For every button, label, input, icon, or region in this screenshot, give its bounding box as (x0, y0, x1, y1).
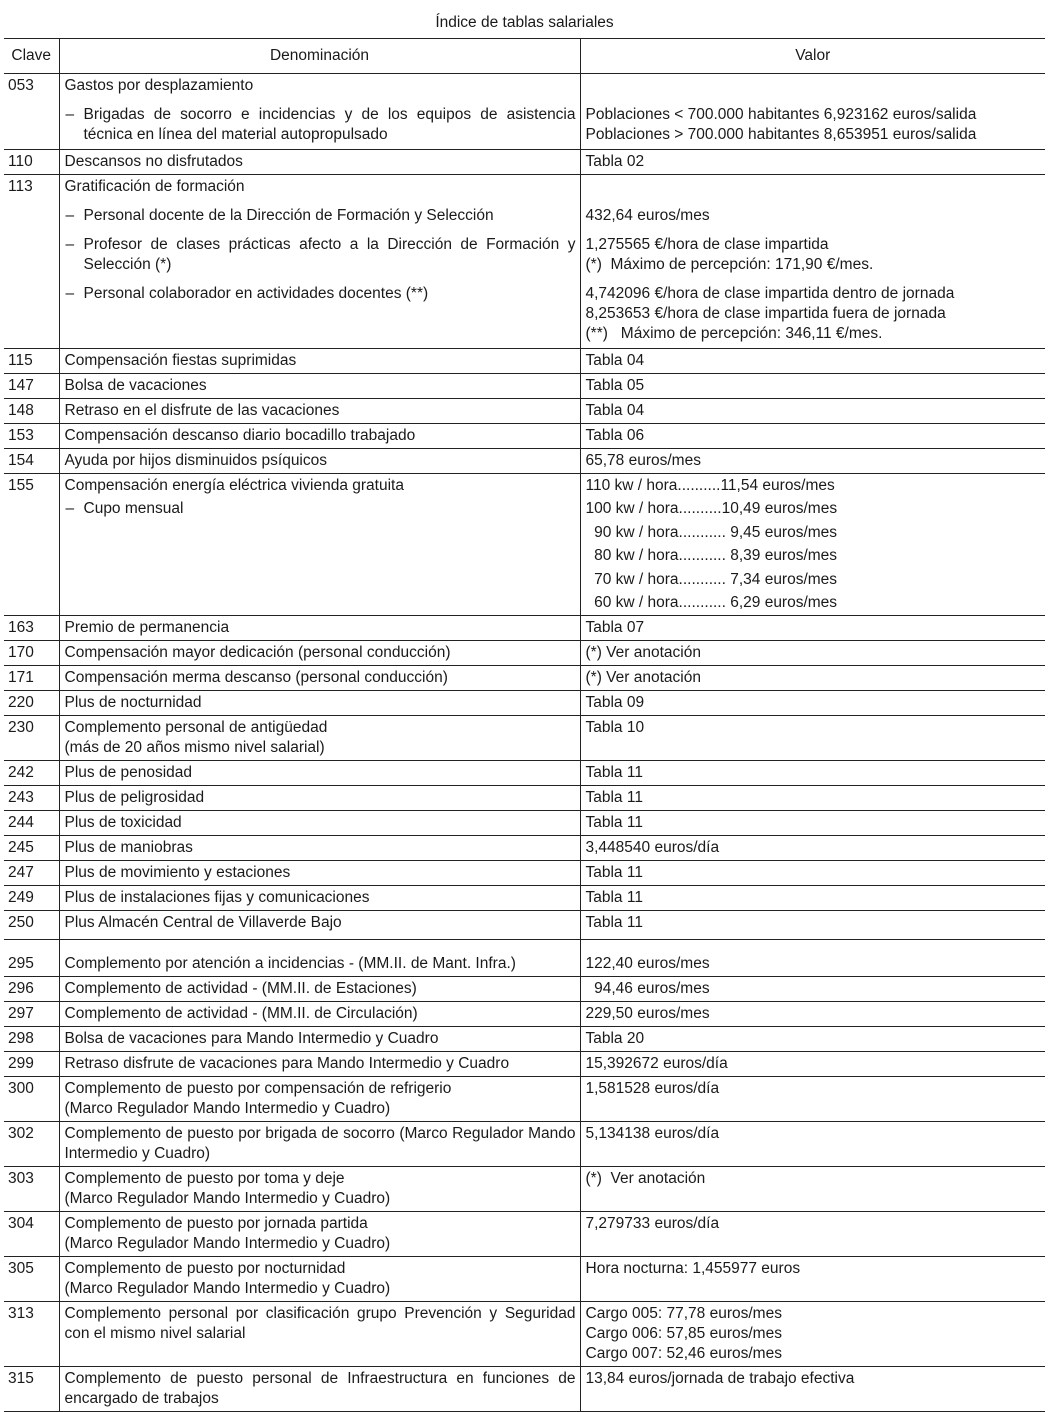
denominacion-cell (59, 760, 580, 785)
table-row (4, 640, 1045, 665)
denominacion-line: Plus de toxicidad (64, 813, 182, 831)
denominacion-line: Descansos no disfrutados (64, 153, 243, 170)
table-row (4, 910, 1045, 939)
table-row (4, 74, 1045, 99)
clave-cell (4, 98, 59, 150)
denominacion-line: Complemento personal de antigüedad (64, 718, 328, 736)
dash-bullet: – (65, 500, 75, 517)
table-row (4, 1166, 1045, 1211)
table-row (4, 760, 1045, 785)
valor-line: Tabla 11 (585, 813, 643, 831)
clave-cell: 243 (4, 785, 59, 810)
denominacion-cell (59, 665, 580, 690)
table-row (4, 349, 1045, 374)
denominacion-cell (59, 424, 580, 449)
dash-bullet: – (65, 207, 75, 224)
clave-cell: 249 (4, 885, 59, 910)
valor-line: 94,46 euros/mes (585, 979, 710, 997)
denominacion-line: Plus de nocturnidad (64, 693, 202, 711)
valor-line: Tabla 11 (585, 863, 643, 881)
denominacion-line: Plus de peligrosidad (64, 788, 205, 806)
denominacion-line: Complemento de puesto por nocturnidad (64, 1259, 346, 1277)
valor-line: Tabla 07 (585, 618, 645, 636)
salary-table-sheet (4, 8, 1045, 1412)
denominacion-cell (59, 860, 580, 885)
valor-line: Tabla 11 (585, 913, 643, 931)
valor-cell (580, 399, 1045, 424)
clave-cell: 296 (4, 976, 59, 1001)
valor-line: Cargo 007: 52,46 euros/mes (585, 1344, 782, 1362)
clave-cell: 110 (4, 150, 59, 175)
valor-cell (580, 615, 1045, 640)
denominacion-line: Bolsa de vacaciones (64, 377, 207, 394)
clave-cell: 053 (4, 74, 59, 99)
valor-line: 5,134138 euros/día (585, 1124, 720, 1142)
denominacion-cell (59, 615, 580, 640)
clave-cell: 154 (4, 449, 59, 474)
denominacion-cell (59, 349, 580, 374)
valor-line: (**) Máximo de percepción: 346,11 €/mes. (585, 325, 883, 342)
valor-line: 7,279733 euros/día (585, 1214, 720, 1232)
valor-cell (580, 810, 1045, 835)
denominacion-line: Compensación energía eléctrica vivienda gratuita (64, 477, 404, 494)
denominacion-cell (59, 199, 580, 228)
valor-cell (580, 474, 1045, 616)
table-row (4, 1051, 1045, 1076)
valor-cell (580, 1301, 1045, 1366)
denominacion-line: Complemento de actividad - (MM.II. de Circulación) (64, 1004, 418, 1022)
valor-line: 432,64 euros/mes (585, 207, 710, 224)
valor-line: 90 kw / hora........... 9,45 euros/mes (585, 523, 838, 541)
clave-cell (4, 277, 59, 349)
denominacion-line: (más de 20 años mismo nivel salarial) (64, 738, 325, 756)
valor-line: 60 kw / hora........... 6,29 euros/mes (585, 593, 838, 611)
table-caption: Índice de tablas salariales (4, 8, 1045, 39)
valor-cell (580, 1256, 1045, 1301)
valor-cell (580, 1026, 1045, 1051)
valor-cell (580, 1001, 1045, 1026)
clave-cell: 147 (4, 374, 59, 399)
table-row (4, 810, 1045, 835)
valor-cell (580, 860, 1045, 885)
dash-bullet: – (65, 236, 75, 253)
clave-cell (4, 199, 59, 228)
valor-cell (580, 424, 1045, 449)
valor-cell (580, 199, 1045, 228)
clave-cell: 297 (4, 1001, 59, 1026)
table-row (4, 1211, 1045, 1256)
sub-item-text: Personal colaborador en actividades docentes (**) (83, 285, 429, 302)
valor-cell (580, 939, 1045, 976)
valor-cell (580, 1051, 1045, 1076)
clave-cell: 302 (4, 1121, 59, 1166)
denominacion-line: Complemento de puesto por brigada de socorro (Marco Regulador Mando Intermedio y Cuadro) (64, 1124, 576, 1162)
table-row (4, 785, 1045, 810)
clave-cell: 115 (4, 349, 59, 374)
valor-line: 70 kw / hora........... 7,34 euros/mes (585, 570, 838, 588)
table-row (4, 1301, 1045, 1366)
header-row (4, 39, 1045, 74)
valor-cell (580, 1166, 1045, 1211)
sub-item-text: Brigadas de socorro e incidencias y de los equipos de asistencia técnica en línea del material autopropulsado (83, 106, 576, 143)
clave-cell: 245 (4, 835, 59, 860)
clave-cell: 244 (4, 810, 59, 835)
table-subrow (4, 277, 1045, 349)
valor-line: 1,581528 euros/día (585, 1079, 720, 1097)
denominacion-cell (59, 374, 580, 399)
table-row (4, 1026, 1045, 1051)
sub-item-text: Cupo mensual (83, 500, 184, 517)
clave-cell (4, 228, 59, 277)
table-row (4, 690, 1045, 715)
denominacion-line: Complemento personal por clasificación grupo Prevención y Seguridad con el mismo nivel salarial (64, 1304, 576, 1342)
table-body (4, 74, 1045, 1412)
denominacion-cell (59, 785, 580, 810)
denominacion-cell (59, 228, 580, 277)
valor-cell (580, 1211, 1045, 1256)
valor-cell (580, 349, 1045, 374)
valor-line: Tabla 20 (585, 1029, 645, 1047)
clave-cell: 303 (4, 1166, 59, 1211)
valor-line: 3,448540 euros/día (585, 838, 720, 856)
table-row (4, 1076, 1045, 1121)
valor-cell (580, 1366, 1045, 1411)
denominacion-cell (59, 835, 580, 860)
denominacion-cell (59, 399, 580, 424)
valor-cell (580, 835, 1045, 860)
sub-item (65, 105, 576, 145)
sub-item (65, 206, 576, 226)
table-row (4, 424, 1045, 449)
denominacion-line: Bolsa de vacaciones para Mando Intermedio y Cuadro (64, 1029, 439, 1047)
denominacion-cell (59, 150, 580, 175)
denominacion-line: Ayuda por hijos disminuidos psíquicos (64, 452, 328, 469)
valor-line: (*) Ver anotación (585, 643, 701, 661)
table-row (4, 665, 1045, 690)
clave-cell: 299 (4, 1051, 59, 1076)
valor-cell (580, 910, 1045, 939)
valor-cell (580, 885, 1045, 910)
sub-item (65, 284, 576, 304)
denominacion-line: Retraso en el disfrute de las vacaciones (64, 402, 340, 419)
dash-bullet: – (65, 106, 75, 123)
denominacion-line: Plus de instalaciones fijas y comunicaciones (64, 888, 370, 906)
valor-line: 1,275565 €/hora de clase impartida (585, 236, 829, 253)
valor-cell (580, 690, 1045, 715)
denominacion-cell (59, 1001, 580, 1026)
denominacion-cell (59, 277, 580, 349)
clave-cell: 171 (4, 665, 59, 690)
denominacion-line: Complemento de puesto personal de Infraestructura en funciones de encargado de trabajos (64, 1369, 576, 1407)
denominacion-line: Compensación descanso diario bocadillo trabajado (64, 427, 416, 444)
denominacion-cell (59, 98, 580, 150)
denominacion-line: Gastos por desplazamiento (64, 77, 254, 94)
valor-cell (580, 1076, 1045, 1121)
valor-line: Poblaciones > 700.000 habitantes 8,653951 euros/salida (585, 126, 977, 143)
table-row (4, 399, 1045, 424)
denominacion-cell (59, 885, 580, 910)
valor-line: 65,78 euros/mes (585, 452, 701, 469)
valor-line: Tabla 11 (585, 888, 643, 906)
clave-cell: 250 (4, 910, 59, 939)
valor-cell (580, 976, 1045, 1001)
denominacion-line: Complemento de puesto por toma y deje (64, 1169, 345, 1187)
clave-cell: 295 (4, 939, 59, 976)
table-row (4, 1366, 1045, 1411)
denominacion-line: Retraso disfrute de vacaciones para Mando Intermedio y Cuadro (64, 1054, 510, 1072)
table-row (4, 715, 1045, 760)
denominacion-cell (59, 690, 580, 715)
table-row (4, 474, 1045, 616)
valor-cell (580, 74, 1045, 99)
denominacion-cell (59, 910, 580, 939)
table-row (4, 860, 1045, 885)
denominacion-cell (59, 976, 580, 1001)
denominacion-cell (59, 1166, 580, 1211)
denominacion-line: (Marco Regulador Mando Intermedio y Cuadro) (64, 1234, 391, 1252)
valor-line: Cargo 005: 77,78 euros/mes (585, 1304, 782, 1322)
valor-cell (580, 1121, 1045, 1166)
valor-cell (580, 715, 1045, 760)
valor-line: Hora nocturna: 1,455977 euros (585, 1259, 801, 1277)
table-row (4, 374, 1045, 399)
clave-cell: 230 (4, 715, 59, 760)
denominacion-line: (Marco Regulador Mando Intermedio y Cuadro) (64, 1099, 391, 1117)
valor-line: 80 kw / hora........... 8,39 euros/mes (585, 547, 838, 565)
valor-cell (580, 640, 1045, 665)
clave-cell: 300 (4, 1076, 59, 1121)
clave-cell: 113 (4, 175, 59, 200)
table-row (4, 150, 1045, 175)
valor-line: Poblaciones < 700.000 habitantes 6,923162 euros/salida (585, 106, 977, 123)
valor-line: 122,40 euros/mes (585, 954, 710, 972)
denominacion-cell (59, 474, 580, 616)
valor-line: 100 kw / hora..........10,49 euros/mes (585, 500, 838, 518)
denominacion-cell (59, 1076, 580, 1121)
valor-cell (580, 228, 1045, 277)
clave-cell: 220 (4, 690, 59, 715)
valor-line: Tabla 10 (585, 718, 645, 736)
denominacion-line: Plus de movimiento y estaciones (64, 863, 291, 881)
valor-cell (580, 374, 1045, 399)
clave-cell: 148 (4, 399, 59, 424)
table-row (4, 885, 1045, 910)
table-row (4, 835, 1045, 860)
denominacion-line: Compensación merma descanso (personal conducción) (64, 668, 448, 686)
denominacion-cell (59, 449, 580, 474)
denominacion-cell (59, 1051, 580, 1076)
table-subrow (4, 199, 1045, 228)
clave-cell: 315 (4, 1366, 59, 1411)
table-row (4, 175, 1045, 200)
valor-line: Cargo 006: 57,85 euros/mes (585, 1324, 782, 1342)
header-valor: Valor (580, 39, 1045, 74)
valor-cell (580, 449, 1045, 474)
dash-bullet: – (65, 285, 75, 302)
denominacion-cell (59, 640, 580, 665)
header-clave: Clave (4, 39, 59, 74)
denominacion-cell (59, 715, 580, 760)
clave-cell: 247 (4, 860, 59, 885)
denominacion-line: Plus de penosidad (64, 763, 193, 781)
denominacion-cell (59, 1211, 580, 1256)
valor-line: (*) Máximo de percepción: 171,90 €/mes. (585, 256, 874, 273)
valor-line: 15,392672 euros/día (585, 1054, 728, 1072)
clave-cell: 242 (4, 760, 59, 785)
clave-cell: 304 (4, 1211, 59, 1256)
valor-line: Tabla 11 (585, 788, 643, 806)
denominacion-cell (59, 175, 580, 200)
valor-line: 13,84 euros/jornada de trabajo efectiva (585, 1369, 855, 1387)
table-row (4, 615, 1045, 640)
valor-line: 229,50 euros/mes (585, 1004, 710, 1022)
denominacion-line: Plus de maniobras (64, 838, 193, 856)
table-subrow (4, 228, 1045, 277)
valor-line: Tabla 04 (585, 402, 645, 419)
denominacion-cell (59, 939, 580, 976)
valor-line: Tabla 09 (585, 693, 645, 711)
denominacion-cell (59, 74, 580, 99)
denominacion-cell (59, 1366, 580, 1411)
valor-line: Tabla 05 (585, 377, 645, 394)
valor-line: Tabla 02 (585, 153, 645, 170)
denominacion-line: Complemento por atención a incidencias - (MM.II. de Mant. Infra.) (64, 954, 516, 972)
denominacion-line: Premio de permanencia (64, 618, 230, 636)
clave-cell: 298 (4, 1026, 59, 1051)
denominacion-line: (Marco Regulador Mando Intermedio y Cuadro) (64, 1189, 391, 1207)
clave-cell: 155 (4, 474, 59, 616)
sub-item-text: Personal docente de la Dirección de Formación y Selección (83, 207, 494, 224)
valor-line: (*) Ver anotación (585, 1169, 706, 1187)
header-denominacion: Denominación (59, 39, 580, 74)
valor-line: 110 kw / hora..........11,54 euros/mes (585, 477, 835, 494)
valor-cell (580, 760, 1045, 785)
table-row (4, 939, 1045, 976)
table-row (4, 1256, 1045, 1301)
valor-cell (580, 98, 1045, 150)
clave-cell: 170 (4, 640, 59, 665)
valor-cell (580, 150, 1045, 175)
valor-line: Tabla 11 (585, 763, 643, 781)
denominacion-line: (Marco Regulador Mando Intermedio y Cuadro) (64, 1279, 391, 1297)
valor-cell (580, 665, 1045, 690)
clave-cell: 313 (4, 1301, 59, 1366)
valor-line: (*) Ver anotación (585, 668, 701, 686)
denominacion-line: Compensación fiestas suprimidas (64, 352, 297, 369)
clave-cell: 153 (4, 424, 59, 449)
denominacion-cell (59, 1301, 580, 1366)
valor-cell (580, 785, 1045, 810)
denominacion-cell (59, 810, 580, 835)
table-subrow (4, 98, 1045, 150)
valor-line: Tabla 04 (585, 352, 645, 369)
denominacion-line: Complemento de actividad - (MM.II. de Estaciones) (64, 979, 417, 997)
table-row (4, 1121, 1045, 1166)
valor-line: Tabla 06 (585, 427, 645, 444)
sub-item (65, 235, 576, 275)
sub-item (65, 499, 576, 519)
valor-cell (580, 175, 1045, 200)
denominacion-line: Compensación mayor dedicación (personal conducción) (64, 643, 451, 661)
denominacion-cell (59, 1121, 580, 1166)
denominacion-line: Plus Almacén Central de Villaverde Bajo (64, 913, 342, 931)
valor-line: 8,253653 €/hora de clase impartida fuera de jornada (585, 305, 946, 322)
denominacion-line: Gratificación de formación (64, 178, 245, 195)
valor-cell (580, 277, 1045, 349)
salary-index-table (4, 39, 1045, 1412)
denominacion-cell (59, 1256, 580, 1301)
table-row (4, 1001, 1045, 1026)
valor-line: 4,742096 €/hora de clase impartida dentro de jornada (585, 285, 955, 302)
denominacion-line: Complemento de puesto por compensación de refrigerio (64, 1079, 452, 1097)
table-row (4, 976, 1045, 1001)
clave-cell: 163 (4, 615, 59, 640)
denominacion-line: Complemento de puesto por jornada partida (64, 1214, 368, 1232)
clave-cell: 305 (4, 1256, 59, 1301)
table-row (4, 449, 1045, 474)
sub-item-text: Profesor de clases prácticas afecto a la Dirección de Formación y Selección (*) (83, 236, 576, 273)
denominacion-cell (59, 1026, 580, 1051)
